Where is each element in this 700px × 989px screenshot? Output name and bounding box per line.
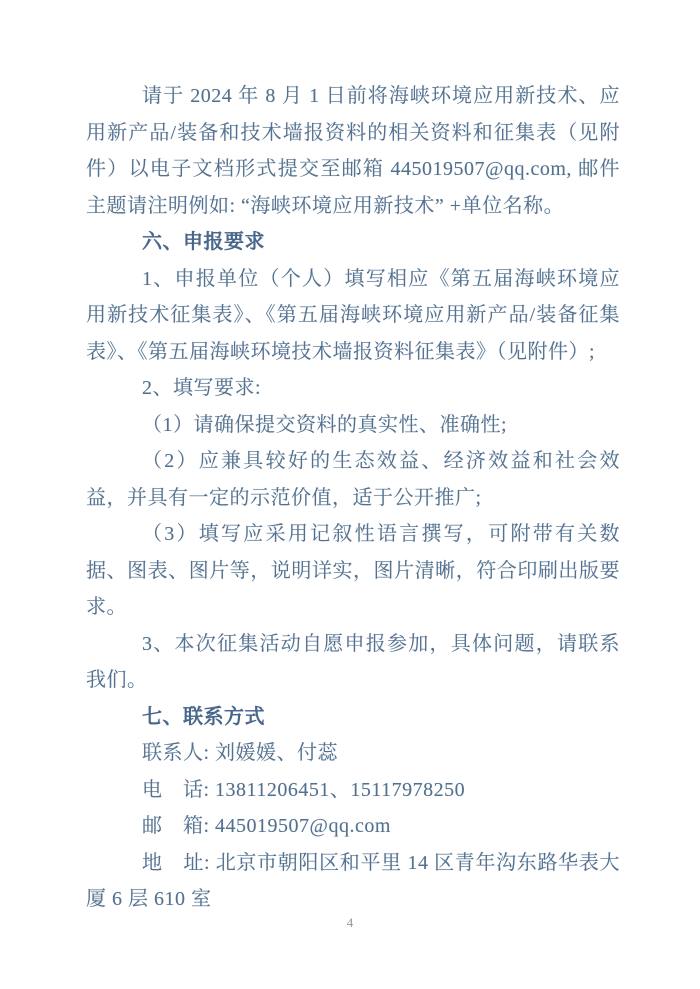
para-item-2-filling-requirements: 2、填写要求: <box>142 377 262 399</box>
para-sub-1-authenticity: （1）请确保提交资料的真实性、准确性; <box>142 413 508 436</box>
para-item-1-application-forms: 1、申报单位（个人）填写相应《第五届海峡环境应用新技术征集表》、《第五届海峡环境应用新产品/装备征集表》、《第五届海峡环境技术墙报资料征集表》（见附件）; <box>86 267 620 363</box>
page-number: 4 <box>346 915 354 930</box>
para-sub-3-narrative-style: （3）填写应采用记叙性语言撰写，可附带有关数据、图表、图片等，说明详实，图片清晰，符合印刷出版要求。 <box>86 523 620 618</box>
document-body <box>86 78 620 918</box>
para-item-3-voluntary-participation: 3、本次征集活动自愿申报参加，具体问题，请联系我们。 <box>86 632 620 691</box>
para-contact-address: 地 址: 北京市朝阳区和平里 14 区青年沟东路华表大厦 6 层 610 室 <box>86 851 620 910</box>
para-submission-instructions: 请于 2024 年 8 月 1 日前将海峡环境应用新技术、应用新产品/装备和技术墙报资料的相关资料和征集表（见附件）以电子文档形式提交至邮箱 445019507@qq.com, 邮件主题请注明例如: “海峡环境应用新技术” +单位名称。 <box>86 85 620 217</box>
para-contact-email: 邮 箱: 445019507@qq.com <box>142 815 391 837</box>
para-sub-2-benefits: （2）应兼具较好的生态效益、经济效益和社会效益，并具有一定的示范价值，适于公开推广; <box>86 450 620 509</box>
heading-section-seven-contact-info: 七、联系方式 <box>142 705 265 728</box>
para-contact-person: 联系人: 刘媛媛、付蕊 <box>142 742 339 764</box>
para-contact-phone: 电 话: 13811206451、15117978250 <box>142 778 466 801</box>
heading-section-six-application-requirements: 六、申报要求 <box>142 231 265 253</box>
